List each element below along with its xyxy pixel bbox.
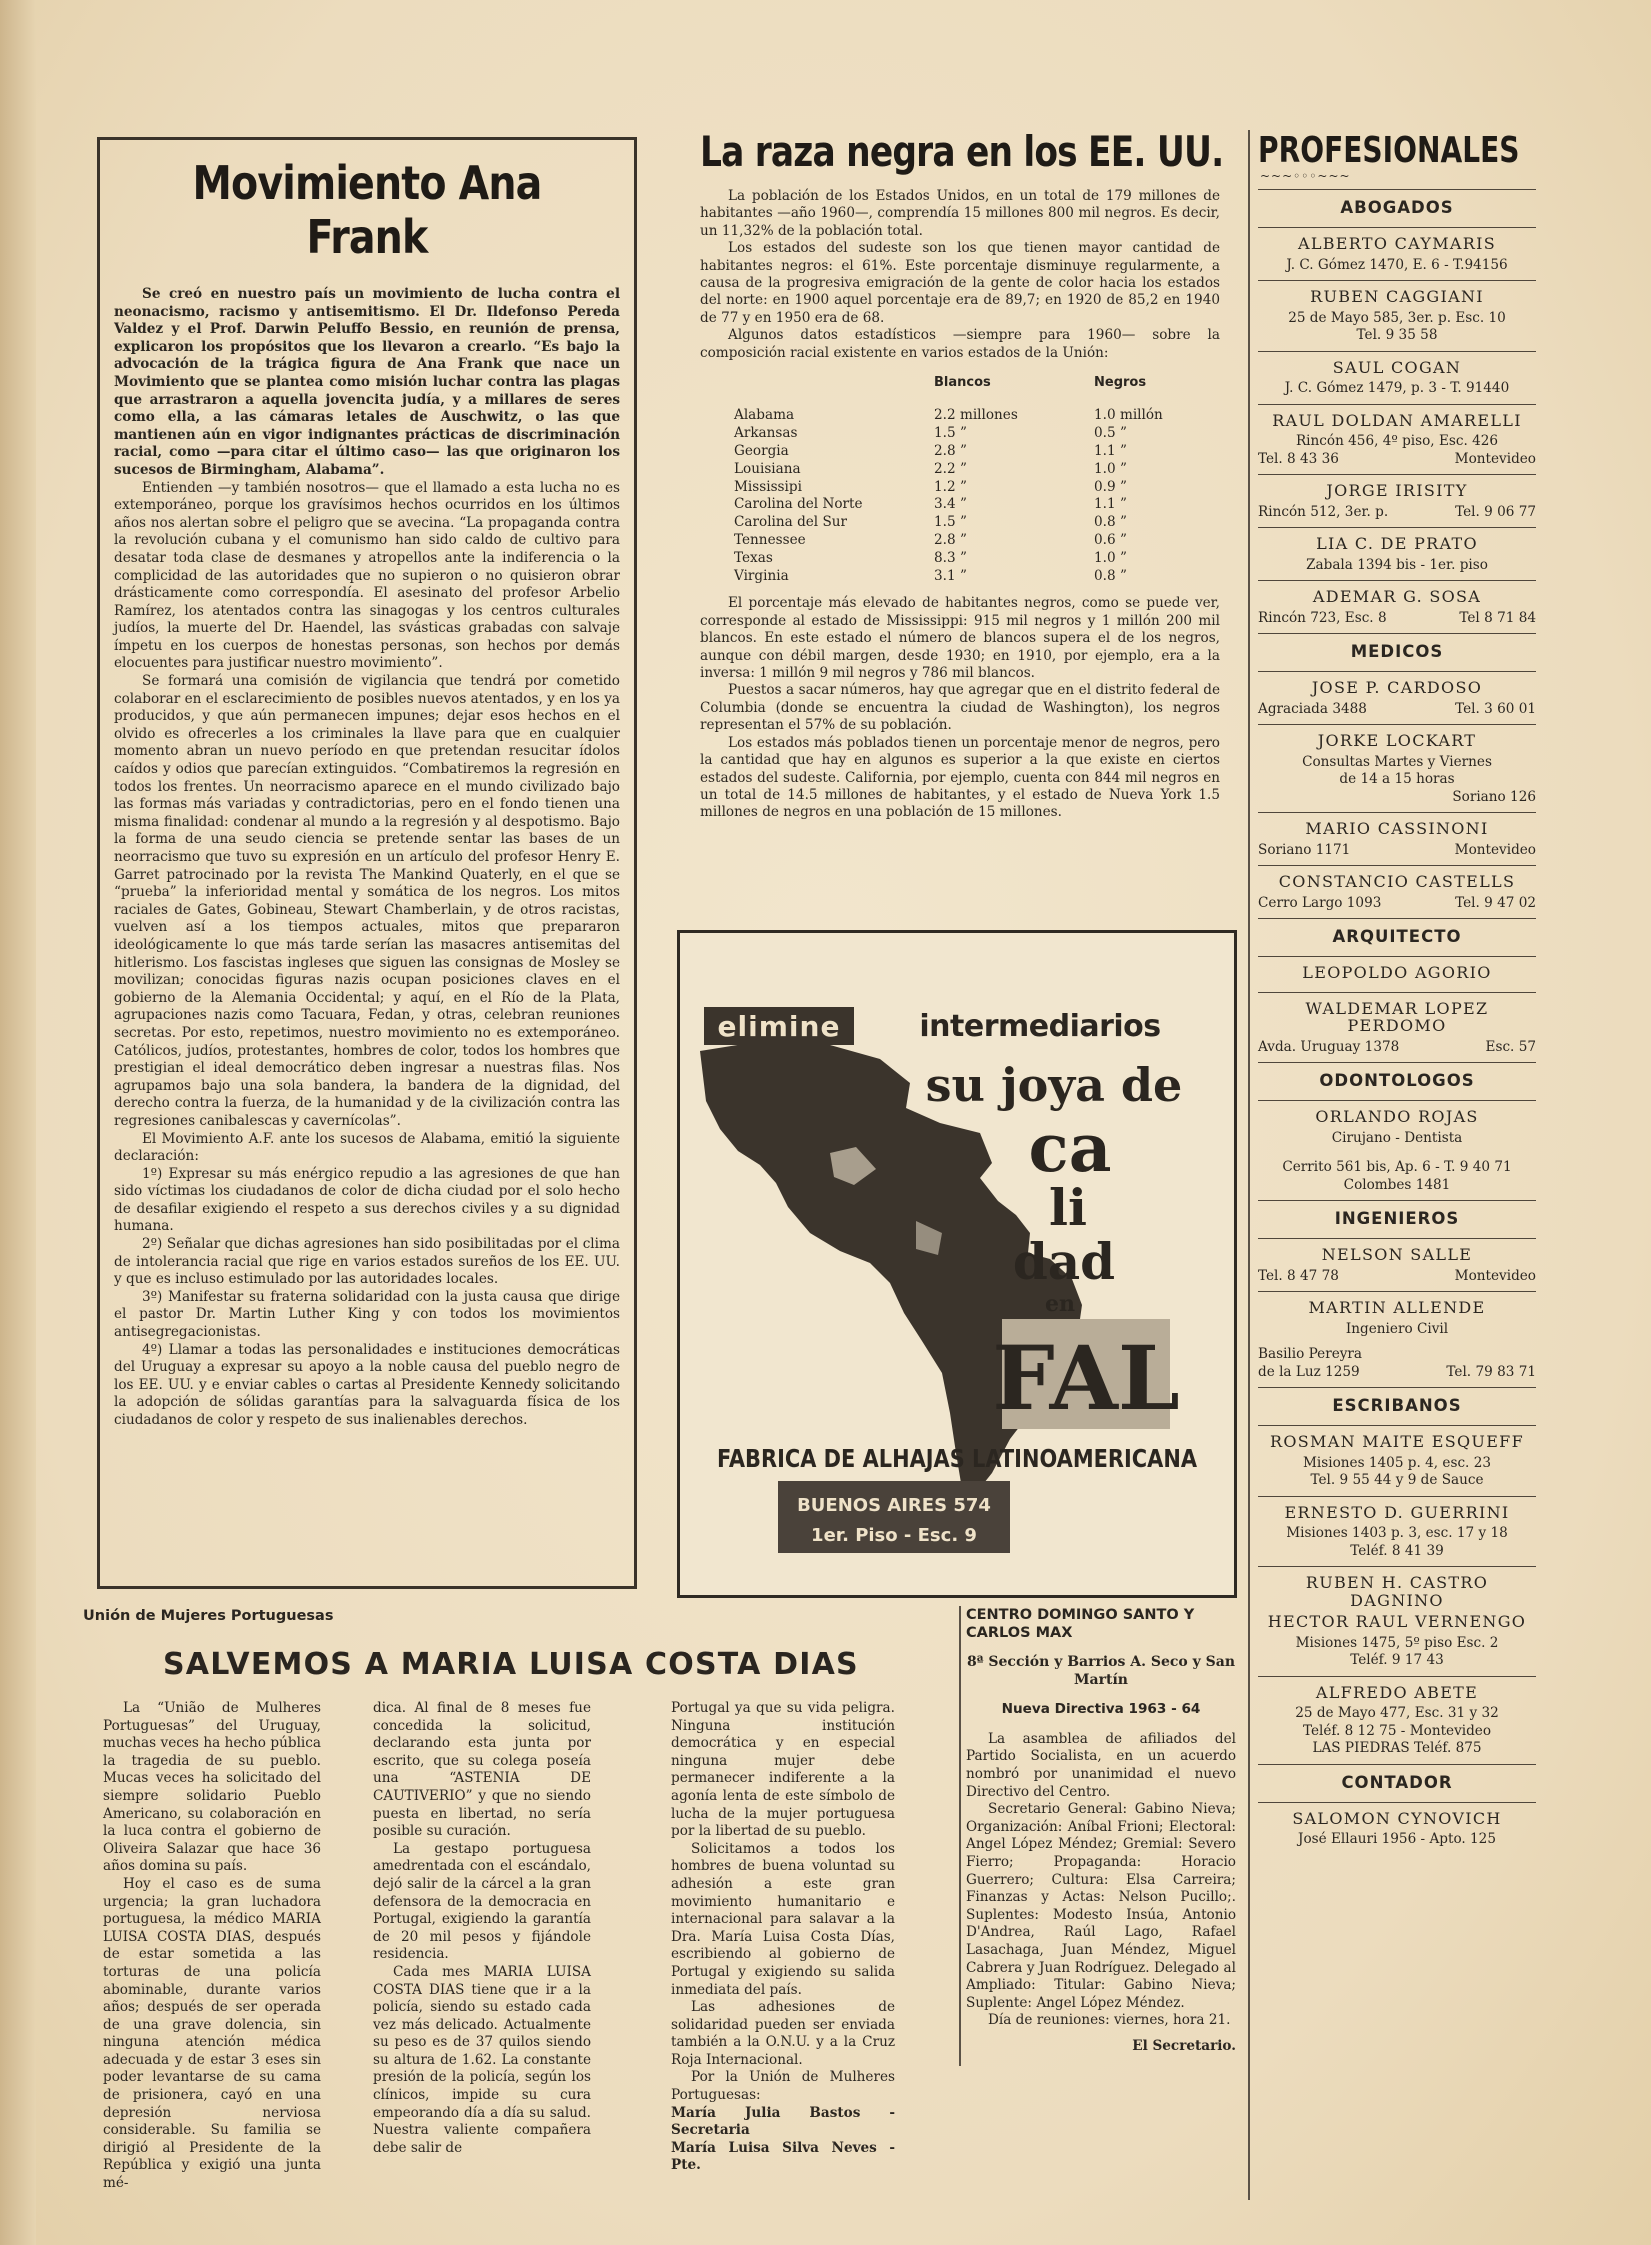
article-title: La raza negra en los EE. UU. [700,127,1224,176]
listing-name: NELSON SALLE [1321,1245,1473,1264]
paragraph: La población de los Estados Unidos, en un total de 179 millones de habitantes —año 1960—, comprendía 15 millones 800 mil negros. Es decir, un 11,32% de la población total. [700,188,1220,239]
listing-hours: Consultas Martes y Viernes [1302,753,1492,770]
listing-name: WALDEMAR LOPEZ PERDOMO [1305,998,1489,1035]
paragraph: Entienden —y también nosotros— que el llamado a esta lucha no es extemporáneo, porque los gravísimos hechos ocurridos en los últimos años nos alertan sobre el peligro que se avecina. “La propaganda contra la revolución cubana y el comunismo han sido caldo de cultivo para desatar toda clase de desmanes y atropellos ante la indiferencia o la complicidad de las autoridades que no supieron o no quisieron obrar drásticamente como correspondía. El asesinato del profesor Arbelio Ramírez, los atentados contra las sinagogas y los centros culturales judíos, la muerte del Dr. Haendel, las svásticas grabadas con salvaje ímpetu en los cuerpos de honestas personas, son hechos por demás elocuentes para justificar nuestro movimiento”. [114,479,620,672]
category-ingenieros: INGENIEROS [1258,1200,1536,1238]
ad-en: en [1045,1291,1075,1317]
category-medicos: MEDICOS [1258,633,1536,671]
salvemos-column-2 [373,1700,591,2157]
listing-address: J. C. Gómez 1479, p. 3 - T. 91440 [1284,380,1510,396]
listing-lockart [1258,724,1536,812]
table-cell-negros: 1.0 ” [1094,460,1127,477]
population-table-body [734,407,1163,585]
ad-elimine: elimine [717,1010,841,1043]
table-cell-blancos: 1.2 ” [934,478,967,495]
category-odontologos: ODONTOLOGOS [1258,1062,1536,1100]
listing-address: Rincón 512, 3er. p. [1258,503,1389,520]
listing-address: Rincón 723, Esc. 8 [1258,609,1387,626]
listing-address: Cerro Largo 1093 [1258,894,1382,911]
listing-caggiani [1258,280,1536,351]
listing-city: Montevideo [1454,450,1536,467]
listing-phone: Teléf. 8 41 39 [1350,1542,1444,1559]
declaration-1: 1º) Expresar su más enérgico repudio a las agresiones de que han sido víctimas los ciudadanos de color de dicha ciudad por el solo hecho de desafilar exigiendo el respeto a sus derechos civiles y a su dignidad humana. [114,1165,620,1235]
listing-name: MARTIN ALLENDE [1308,1298,1486,1317]
column-header-blancos: Blancos [934,375,991,391]
ad-floor: 1er. Piso - Esc. 9 [811,1525,977,1546]
listing-rojas [1258,1100,1536,1200]
listing-name: RUBEN H. CASTRO DAGNINO [1305,1573,1489,1610]
paragraph: Los estados más poblados tienen un porcentaje menor de negros, pero la cantidad que hay en algunos es superior a la que existe en ciertos estados del sudeste. California, por ejemplo, cuenta con 844 mil negros en un total de 14.5 millones de habitantes, y el estado de Nueva York 1.5 millones de negros en una población de 15 millones. [700,734,1220,821]
table-cell-negros: 1.0 millón [1094,407,1163,424]
listing-abete [1258,1676,1536,1764]
table-cell-state: Alabama [734,407,795,424]
directory-title: PROFESIONALES [1258,130,1520,171]
table-cell-state: Carolina del Norte [734,496,863,513]
listing-phone: Tel. 9 47 02 [1455,894,1536,911]
listing-prato [1258,527,1536,580]
listing-name: ALFREDO ABETE [1315,1682,1479,1702]
table-row [734,461,1163,479]
paragraph: Puestos a sacar números, hay que agregar que en el distrito federal de Columbia (donde se encuentra la ciudad de Washington), los negros representan el 57% de su población. [700,682,1220,734]
paragraph: Algunos datos estadísticos —siempre para 1960— sobre la composición racial existente en varios estados de la Unión: [700,327,1220,361]
paragraph: Las adhesiones de solidaridad pueden ser enviada también a la O.N.U. y a la Cruz Roja Internacional. [671,1999,895,2068]
listing-doldan [1258,404,1536,475]
table-row [734,568,1163,586]
declaration-3: 3º) Manifestar su fraterna solidaridad con la justa causa que dirige el pastor Dr. Martin Luther King y con todos los movimientos antisegregacionistas. [114,1288,620,1341]
listing-esqueff [1258,1425,1536,1496]
listing-address: Agraciada 3488 [1258,700,1367,717]
listing-phone: Tel. 8 43 36 [1258,450,1339,467]
table-row [734,532,1163,550]
listing-phone: Tel. 9 35 58 [1356,327,1438,343]
listing-phone: Tel. 3 60 01 [1455,700,1536,717]
table-cell-negros: 0.9 ” [1094,478,1127,495]
article-title: Movimiento Ana Frank [192,156,542,264]
listing-perdomo [1258,992,1536,1063]
article-body [966,1731,1236,2030]
table-row [734,514,1163,532]
paragraph: Se formará una comisión de vigilancia que tendrá por cometido colaborar en el esclarecimiento de posibles nuevos atentados, y en los ya producidos, y que aún permanecen impunes; dejar esos hechos en el olvido es ofrecerles a los criminales la llave para que en cualquier momento abran un nuevo período en que pretendan resucitar ídolos caídos y odios que parecían extinguidos. “Combatiremos la regresión en todos los frentes. Un neorracismo aparece en el mundo civilizado bajo las formas más variadas y contradictorias, pero en el fondo tienen una misma finalidad: condenar al mundo a la regresión y al despotismo. Bajo la forma de una seudo ciencia se pretende sentar las bases de un neorracismo que tuvo su expresión en un artículo del profesor Henry E. Garret patrocinado por la revista The Mankind Quaterly, en el que se “prueba” la inferioridad mental y somática de los negros. Los mitos raciales de Gates, Gobineau, Stewart Chamberlain, y de otros racistas, vuelven así a los tiempos actuales, mitos que prepararon ideológicamente lo que más tarde serían las masacres antisemitas del hitlerismo. Los fascistas ingleses que siguen las consignas de Mosley se movilizan; conocidas figuras nazis ocupan posiciones claves en el gobierno de la Alemania Occidental; y aquí, en el Río de la Plata, agrupaciones nazis como Tacuara, Fedan, y otras, celebran reuniones secretas. Por esto, repetimos, nuestro movimiento no es extemporáneo. Católicos, judíos, protestantes, hombres de color, todos los hombres que prestigian el ideal democrático deben ingresar a nuestras filas. Nos agrupamos bajo una sola bandera, la bandera de la dignidad, del derecho contra la fuerza, de la humanidad y de la civilización contra las regresiones canibalescas y cavernícolas”. [114,673,620,1129]
table-cell-state: Tennessee [734,532,806,549]
table-row [734,550,1163,568]
listing-name: SAUL COGAN [1332,357,1462,377]
listing-name: LIA C. DE PRATO [1316,534,1478,553]
category-abogados: ABOGADOS [1258,189,1536,227]
listing-caymaris [1258,227,1536,280]
ad-su-joya-de: su joya de [925,1058,1183,1112]
listing-unit: Esc. 57 [1485,1038,1536,1055]
paragraph: El porcentaje más elevado de habitantes negros, como se puede ver, corresponde al estado de Mississippi: 915 mil negros y 1 millón 200 mil blancos. En este estado el número de blancos supera el de los negros, aunque con débil margen, desde 1930; en 1910, por ejemplo, era a la inversa: 1 millón 9 mil negros y 786 mil blancos. [700,595,1220,682]
listing-phone: Teléf. 9 17 43 [1350,1652,1444,1668]
table-cell-negros: 0.8 ” [1094,514,1127,531]
table-cell-negros: 1.1 ” [1094,496,1127,513]
listing-name: JORKE LOCKART [1317,731,1477,750]
listing-name: ERNESTO D. GUERRINI [1284,1502,1510,1522]
article-body [700,188,1220,822]
ad-fal: FAL [992,1326,1180,1430]
article-title: SALVEMOS A MARIA LUISA COSTA DIAS [163,1647,859,1682]
listing-name: JOSE P. CARDOSO [1311,678,1483,697]
declaration-4: 4º) Llamar a todas las personalidades e instituciones democráticas del Uruguay a expresar su apoyo a la noble causa del pueblo negro de los EE. UU. y e enviar cables o cartas al Presidente Kennedy solicitando la adopción de sólidas garantías para la salvaguarda física de los ciudadanos de color y respeto de sus inalienables derechos. [114,1341,620,1428]
declaration-2: 2º) Señalar que dichas agresiones han sido posibilitadas por el clima de intolerancia racial que rige en varios estados sureños de los EE. UU. y que es incluso estimulado por las autoridades locales. [114,1236,620,1288]
listing-cardoso [1258,671,1536,724]
paragraph: Los estados del sudeste son los que tienen mayor cantidad de habitantes negros: el 61%. Este porcentaje disminuye regularmente, a causa de la progresiva emigración de la gente de color hacia los estados del norte: en 1900 aquel porcentaje era de 89,7; en 1920 de 85,2 en 1940 de 77 y en 1950 era de 68. [700,240,1220,326]
listing-address: 25 de Mayo 477, Esc. 31 y 32 [1295,1705,1499,1721]
table-cell-state: Arkansas [734,425,798,442]
article-centro-domingo-santo [966,1606,1236,2055]
listing-name: JORGE IRISITY [1326,481,1468,500]
directiva-heading: Nueva Directiva 1963 - 64 [1001,1701,1201,1718]
listing-cynovich [1258,1802,1536,1855]
table-row [734,496,1163,514]
listing-address: Avda. Uruguay 1378 [1258,1038,1400,1055]
listing-hours: de 14 a 15 horas [1339,771,1455,787]
listing-city: Montevideo [1454,1267,1536,1284]
table-cell-state: Mississipi [734,478,802,495]
signature-presidente: María Luisa Silva Neves - Pte. [671,2139,895,2174]
listing-phone: Tel. 8 47 78 [1258,1267,1339,1284]
table-cell-state: Georgia [734,443,789,460]
salvemos-column-1 [103,1700,321,2193]
column-divider [959,1606,961,2066]
table-cell-blancos: 1.5 ” [934,514,967,531]
listing-guerrini [1258,1496,1536,1567]
listing-name: MARIO CASSINONI [1305,819,1489,838]
ad-ca: ca [1028,1109,1112,1187]
section-kicker: Unión de Mujeres Portuguesas [83,1608,334,1624]
listing-phone: Tel. 79 83 71 [1446,1363,1536,1380]
table-cell-negros: 1.1 ” [1094,443,1127,460]
table-cell-negros: 1.0 ” [1094,549,1127,566]
table-row [734,479,1163,497]
paragraph: dica. Al final de 8 meses fue concedida la solicitud, declarando esta junta por escrito, que su colega poseía una “ASTENIA DE CAUTIVERIO” y que no siendo puesta en libertad, no sería posible su curación. [373,1700,591,1840]
paragraph: Hoy el caso es de suma urgencia; la gran luchadora portuguesa, la médico MARIA LUISA COSTA DIAS, después de estar sometida a las torturas de una policía abominable, durante varios años; después de ser operada de una grave dolencia, sin ninguna atención médica adecuada y de estar 3 eses sin poder levantarse de su cama de prisionera, cayó en una depresión nerviosa considerable. Su familia se dirigió al Presidente de la República y exigió una junta mé- [103,1875,321,2192]
listing-address: Basilio Pereyra [1258,1346,1363,1362]
listing-name: ADEMAR G. SOSA [1312,587,1482,606]
listing-phone: Teléf. 8 12 75 - Montevideo [1302,1722,1492,1739]
listing-address: Misiones 1403 p. 3, esc. 17 y 18 [1286,1525,1508,1541]
article-ana-frank [97,137,637,1589]
column-header-negros: Negros [1094,375,1147,391]
ornament-divider: ~~~◦◦◦~~~ [1260,169,1351,183]
salvemos-column-3 [671,1700,895,2175]
table-cell-negros: 0.6 ” [1094,532,1127,549]
listing-address: Colombes 1481 [1343,1176,1451,1193]
paragraph: La asamblea de afiliados del Partido Socialista, en un acuerdo nombró por unanimidad el nuevo Directivo del Centro. [966,1730,1236,1800]
listing-address: 25 de Mayo 585, 3er. p. Esc. 10 [1288,309,1506,326]
listing-address: Zabala 1394 bis - 1er. piso [1306,556,1488,573]
table-row [734,425,1163,443]
listing-address: Soriano 126 [1452,788,1536,805]
listing-name: SALOMON CYNOVICH [1292,1808,1502,1828]
category-arquitecto: ARQUITECTO [1258,918,1536,956]
table-cell-blancos: 3.1 ” [934,567,967,584]
listing-phone: Tel. 9 06 77 [1455,503,1536,520]
table-cell-blancos: 1.5 ” [934,425,967,442]
paragraph: Portugal ya que su vida peligra. Ninguna institución democrática y en especial ninguna mujer debe permanecer indiferente a la agonía lenta de este símbolo de lucha de la mujer portuguesa por la libertad de su pueblo. [671,1700,895,1840]
professionals-directory [1258,130,1536,1855]
listing-address: Soriano 1171 [1258,841,1351,858]
paragraph: El Movimiento A.F. ante los sucesos de Alabama, emitió la siguiente declaración: [114,1130,620,1165]
table-cell-state: Virginia [734,567,789,584]
listing-address: José Ellauri 1956 - Apto. 125 [1298,1831,1496,1847]
listing-cogan [1258,351,1536,404]
ad-fabrica: FABRICA DE ALHAJAS LATINOAMERICANA [717,1444,1198,1473]
table-cell-blancos: 2.8 ” [934,443,967,460]
listing-salle [1258,1238,1536,1291]
listing-name: CONSTANCIO CASTELLS [1278,872,1516,891]
article-body [114,286,620,1430]
table-cell-negros: 0.8 ” [1094,567,1127,584]
article-title: CENTRO DOMINGO SANTO Y CARLOS MAX [966,1607,1195,1641]
listing-specialty: Ingeniero Civil [1345,1320,1449,1337]
table-cell-blancos: 2.2 millones [934,407,1018,424]
listing-phone: Tel 8 71 84 [1459,609,1536,626]
population-table [734,372,1163,585]
table-row [734,407,1163,425]
table-cell-blancos: 2.8 ” [934,532,967,549]
signature: El Secretario. [1132,2037,1236,2054]
paragraph: Solicitamos a todos los hombres de buena voluntad su adhesión a este gran movimiento humanitario e internacional para salavar a la Dra. María Luisa Costa Días, escribiendo al gobierno de Portugal y exigiendo su salida inmediata del país. [671,1840,895,1998]
listing-name: RAUL DOLDAN AMARELLI [1272,410,1522,430]
listing-name: LEOPOLDO AGORIO [1302,963,1492,982]
listing-address: Cerrito 561 bis, Ap. 6 - T. 9 40 71 [1282,1159,1512,1175]
listing-sosa [1258,580,1536,633]
table-cell-state: Carolina del Sur [734,514,848,531]
article-lead: Se creó en nuestro país un movimiento de lucha contra el neonacismo, racismo y antisemitismo. El Dr. Ildefonso Pereda Valdez y el Prof. Darwin Peluffo Bessio, en reunión de prensa, explicaron los propósitos que los llevaron a crearlo. “Es bajo la advocación de la trágica figura de Ana Frank que nace un Movimiento que se plantea como misión luchar contra las plagas que arrastraron a aquella jovencita judía, y a millares de seres como ella, a las cámaras letales de Auschwitz, o las que mantienen aún en vigor indignantes prácticas de discriminación racial, como —para citar el último caso— las que originaron los sucesos de Birmingham, Alabama”. [114,286,620,478]
table-cell-state: Texas [734,549,773,566]
paragraph: La gestapo portuguesa amedrentada con el escándalo, dejó salir de la cárcel a la gran defensora de la democracia en Portugal, exigiendo la garantía de 20 mil pesos y fijándole residencia. [373,1840,591,1963]
listing-castro-vernengo [1258,1566,1536,1676]
page-binding-edge [0,0,36,2245]
listing-specialty: Cirujano - Dentista [1331,1129,1463,1146]
listing-phone: Tel. 9 55 44 y 9 de Sauce [1310,1472,1484,1488]
table-cell-blancos: 8.3 ” [934,549,967,566]
ad-dad: dad [1012,1232,1116,1291]
listing-name: RUBEN CAGGIANI [1310,287,1484,306]
listing-address: de la Luz 1259 [1258,1363,1360,1380]
listing-agorio [1258,956,1536,992]
paragraph: Día de reuniones: viernes, hora 21. [988,2012,1231,2029]
listing-city: Montevideo [1454,841,1536,858]
column-divider [1248,130,1250,2200]
listing-irisity [1258,474,1536,527]
listing-cassinoni [1258,812,1536,865]
section-label: 8ª Sección y Barrios A. Seco y San Martín [966,1654,1236,1688]
table-cell-blancos: 2.2 ” [934,460,967,477]
advertisement-fal [677,930,1237,1598]
listing-address: Misiones 1475, 5º piso Esc. 2 [1295,1634,1499,1651]
listing-allende [1258,1291,1536,1387]
listing-name: ROSMAN MAITE ESQUEFF [1270,1432,1524,1451]
category-escribanos: ESCRIBANOS [1258,1387,1536,1425]
advertisement-artwork [680,933,1234,1595]
listing-address: Rincón 456, 4º piso, Esc. 426 [1295,433,1499,449]
listing-name: ORLANDO ROJAS [1315,1107,1479,1126]
listing-name: HECTOR RAUL VERNENGO [1267,1612,1527,1631]
signature-secretaria: María Julia Bastos - Secretaria [671,2104,895,2139]
article-raza-negra [700,127,1224,822]
ad-address: BUENOS AIRES 574 [797,1495,991,1516]
listing-address: J. C. Gómez 1470, E. 6 - T.94156 [1286,256,1508,273]
paragraph: La “União de Mulheres Portuguesas” del Uruguay, muchas veces ha hecho pública la tragedia de su pueblo. Mucas veces ha solicitado del siempre solidario Pueblo Americano, su colaboración en la luca contra el gobierno de Oliveira Salazar que hace 36 años domina su país. [103,1700,321,1875]
table-cell-state: Louisiana [734,460,801,477]
listing-castells [1258,865,1536,918]
listing-name: ALBERTO CAYMARIS [1297,234,1497,253]
table-row [734,443,1163,461]
table-cell-blancos: 3.4 ” [934,496,967,513]
ad-intermediarios: intermediarios [919,1009,1161,1044]
paragraph: Cada mes MARIA LUISA COSTA DIAS tiene que ir a la policía, siendo su estado cada vez más delicado. Actualmente su peso es de 37 quilos siendo su altura de 1.62. La constante presión de la policía, según los clínicos, impide su cura empeorando día a día su salud. Nuestra valiente compañera debe salir de [373,1963,591,2156]
paragraph: Secretario General: Gabino Nieva; Organización: Aníbal Frioni; Electoral: Angel López Méndez; Gremial: Severo Fierro; Propaganda: Horacio Guerrero; Cultura: Elsa Carreira; Finanzas y Actas: Nelson Pucillo;. Suplentes: Modesto Insúa, Antonio D'Andrea, Raúl Lago, Rafael Lasachaga, Juan Méndez, Miguel Cabrera y Juan Rodríguez. Delegado al Ampliado: Titular: Gabino Nieva; Suplente: Angel López Méndez. [966,1801,1236,2011]
listing-city: LAS PIEDRAS Teléf. 875 [1312,1740,1482,1756]
paragraph: Por la Unión de Mulheres Portuguesas: [671,2069,895,2104]
table-cell-negros: 0.5 ” [1094,425,1127,442]
ad-li: li [1049,1178,1087,1237]
category-contador: CONTADOR [1258,1764,1536,1802]
listing-address: Misiones 1405 p. 4, esc. 23 [1303,1454,1491,1471]
